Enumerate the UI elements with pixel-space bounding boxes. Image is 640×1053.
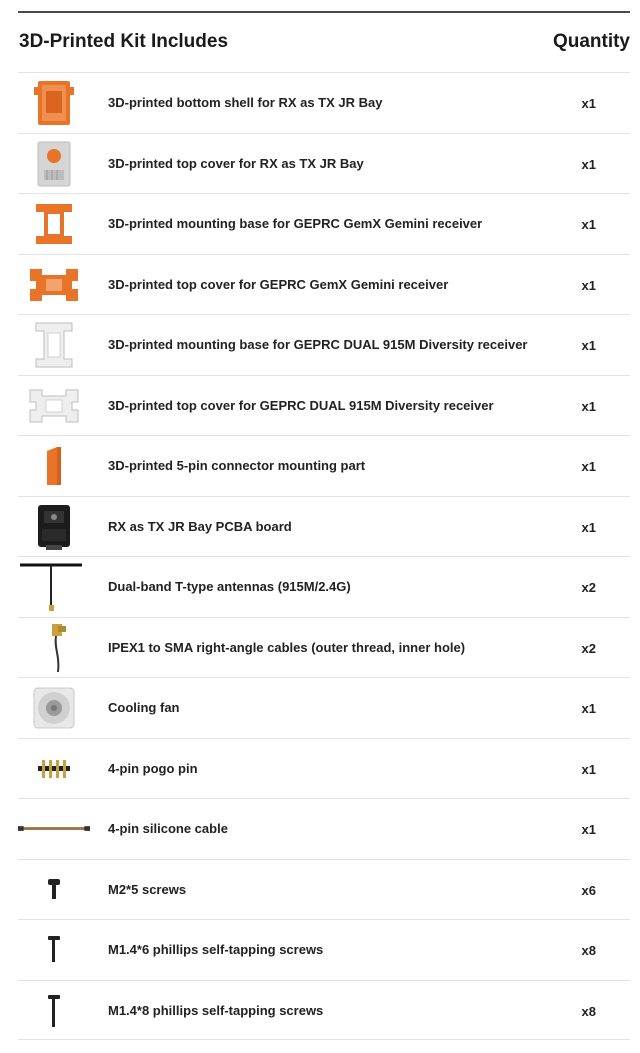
list-item [18, 738, 630, 799]
medium-screw-icon [18, 920, 90, 980]
item-quantity: x2 [581, 640, 596, 656]
kit-table [18, 72, 630, 1040]
list-item [18, 254, 630, 315]
top-divider [18, 11, 630, 13]
list-item [18, 314, 630, 375]
orange-mounting-base-icon [18, 194, 90, 254]
grey-top-cover-icon [18, 134, 90, 194]
quantity-column-header: Quantity [552, 31, 630, 52]
list-item [18, 980, 630, 1041]
list-item [18, 435, 630, 496]
item-quantity: x1 [581, 519, 596, 535]
list-item [18, 919, 630, 980]
item-description: M1.4*6 phillips self-tapping screws [108, 942, 324, 957]
white-mounting-base-icon [18, 315, 90, 375]
item-description: 3D-printed mounting base for GEPRC GemX Gemini receiver [108, 216, 483, 231]
item-quantity: x6 [581, 882, 596, 898]
t-antenna-icon [18, 557, 90, 617]
item-description: 3D-printed mounting base for GEPRC DUAL 915M Diversity receiver [108, 337, 528, 352]
item-quantity: x1 [581, 96, 596, 111]
list-item [18, 798, 630, 859]
item-quantity: x8 [581, 1003, 596, 1019]
item-quantity: x1 [581, 761, 596, 777]
item-description: M1.4*8 phillips self-tapping screws [108, 1002, 324, 1018]
list-item [18, 677, 630, 738]
item-quantity: x1 [581, 459, 596, 474]
sma-cable-icon [18, 618, 90, 678]
item-quantity: x1 [581, 217, 596, 232]
list-item [18, 617, 630, 678]
item-description: Cooling fan [108, 700, 180, 715]
cooling-fan-icon [18, 678, 90, 738]
pcba-board-icon [18, 497, 90, 557]
short-screw-icon [18, 860, 90, 920]
item-description: 3D-printed top cover for GEPRC GemX Gemini receiver [108, 276, 449, 292]
pogo-pin-icon [18, 739, 90, 799]
orange-connector-part-icon [18, 436, 90, 496]
item-description: 3D-printed top cover for GEPRC DUAL 915M Diversity receiver [108, 397, 494, 413]
list-item [18, 496, 630, 557]
list-item [18, 375, 630, 436]
list-item [18, 193, 630, 254]
item-description: 3D-printed top cover for RX as TX JR Bay [108, 155, 364, 171]
orange-bottom-shell-icon [18, 73, 90, 133]
item-description: RX as TX JR Bay PCBA board [108, 518, 292, 534]
section-title: 3D-Printed Kit Includes [19, 31, 229, 52]
list-item [18, 859, 630, 920]
item-quantity: x1 [581, 156, 596, 172]
item-description: Dual-band T-type antennas (915M/2.4G) [108, 579, 351, 594]
item-description: 4-pin silicone cable [108, 821, 228, 836]
item-quantity: x1 [581, 822, 596, 837]
list-item [18, 556, 630, 617]
item-description: 3D-printed 5-pin connector mounting part [108, 458, 366, 473]
item-quantity: x1 [581, 398, 596, 414]
item-description: 4-pin pogo pin [108, 760, 198, 776]
item-description: IPEX1 to SMA right-angle cables (outer thread, inner hole) [108, 639, 466, 655]
item-quantity: x2 [581, 580, 596, 595]
long-screw-icon [18, 981, 90, 1041]
item-quantity: x1 [581, 277, 596, 293]
item-description: M2*5 screws [108, 881, 187, 897]
item-description: 3D-printed bottom shell for RX as TX JR Bay [108, 95, 383, 110]
item-quantity: x8 [581, 943, 596, 958]
orange-top-cover-icon [18, 255, 90, 315]
silicone-cable-icon [18, 799, 90, 859]
white-top-cover-icon [18, 376, 90, 436]
item-quantity: x1 [581, 701, 596, 716]
list-item [18, 133, 630, 194]
item-quantity: x1 [581, 338, 596, 353]
list-item [18, 72, 630, 133]
table-header [18, 14, 630, 72]
